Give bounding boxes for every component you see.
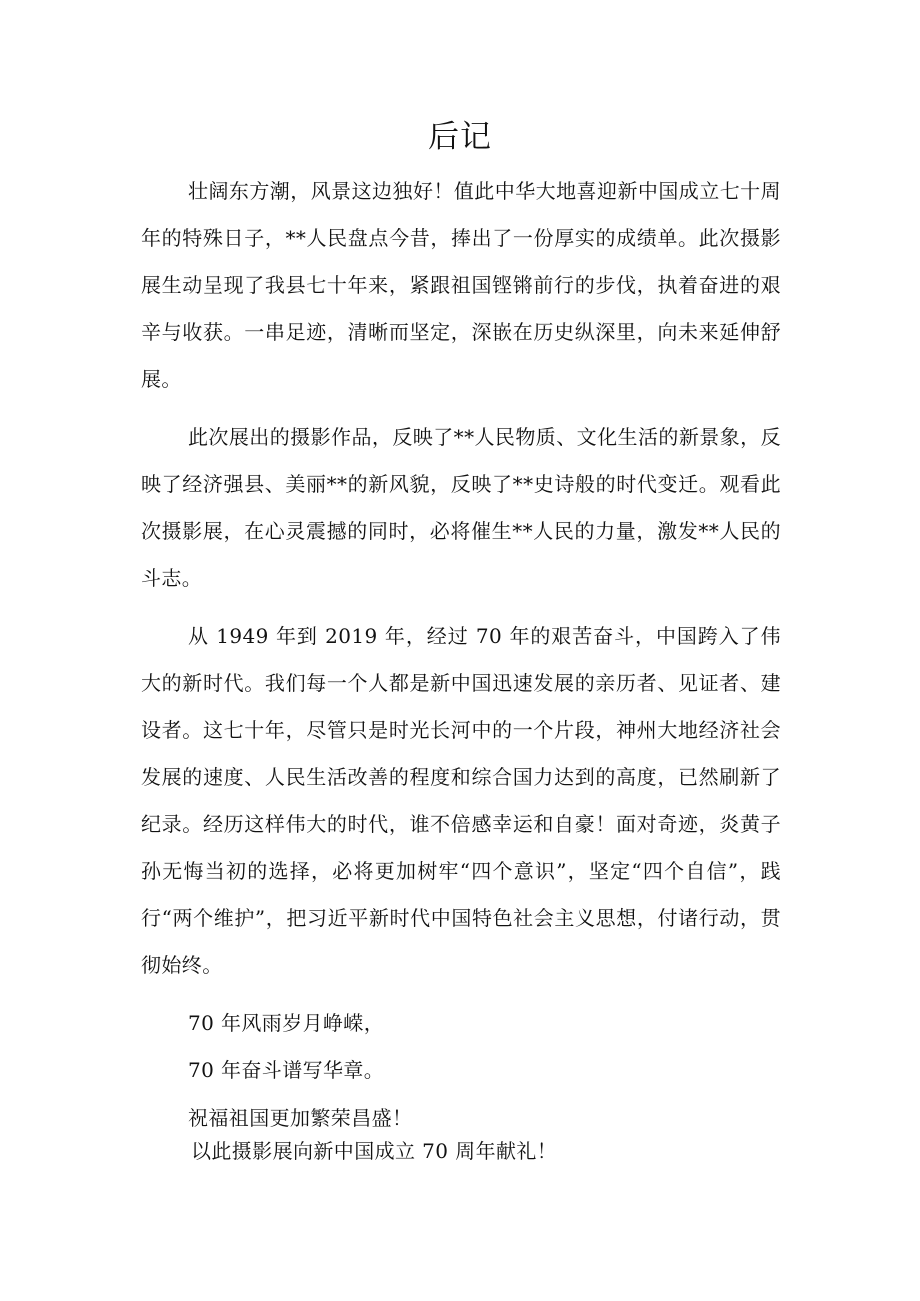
verse-line-1: 70 年风雨岁月峥嵘， bbox=[188, 1011, 385, 1035]
verse-line-4: 以此摄影展向新中国成立 70 周年献礼！ bbox=[191, 1139, 558, 1163]
document-body bbox=[141, 168, 781, 1168]
paragraph-2: 此次展出的摄影作品，反映了**人民物质、文化生活的新景象，反映了经济强县、美丽**的新风貌，反映了**史诗般的时代变迁。观看此次摄影展，在心灵震撼的同时，必将催生**人民的力量，激发**人民的斗志。 bbox=[141, 425, 781, 590]
paragraph-3: 从 1949 年到 2019 年，经过 70 年的艰苦奋斗，中国跨入了伟大的新时代。我们每一个人都是新中国迅速发展的亲历者、见证者、建设者。这七十年，尽管只是时光长河中的一个片段，神州大地经济社会发展的速度、人民生活改善的程度和综合国力达到的高度，已然刷新了纪录。经历这样伟大的时代，谁不倍感幸运和自豪！面对奇迹，炎黄子孙无悔当初的选择，必将更加树牢“四个意识”，坚定“四个自信”，践行“两个维护”，把习近平新时代中国特色社会主义思想，付诸行动，贯彻始终。 bbox=[141, 624, 781, 977]
closing-verses bbox=[141, 1000, 781, 1168]
document-title: 后记 bbox=[428, 119, 492, 155]
paragraph-1: 壮阔东方潮，风景这边独好！值此中华大地喜迎新中国成立七十周年的特殊日子，**人民盘点今昔，捧出了一份厚实的成绩单。此次摄影展生动呈现了我县七十年来，紧跟祖国铿锵前行的步伐，执着奋进的艰辛与收获。一串足迹，清晰而坚定，深嵌在历史纵深里，向未来延伸舒展。 bbox=[141, 179, 781, 391]
verse-line-3: 祝福祖国更加繁荣昌盛！ bbox=[188, 1106, 413, 1130]
verse-line-2: 70 年奋斗谱写华章。 bbox=[188, 1058, 385, 1082]
